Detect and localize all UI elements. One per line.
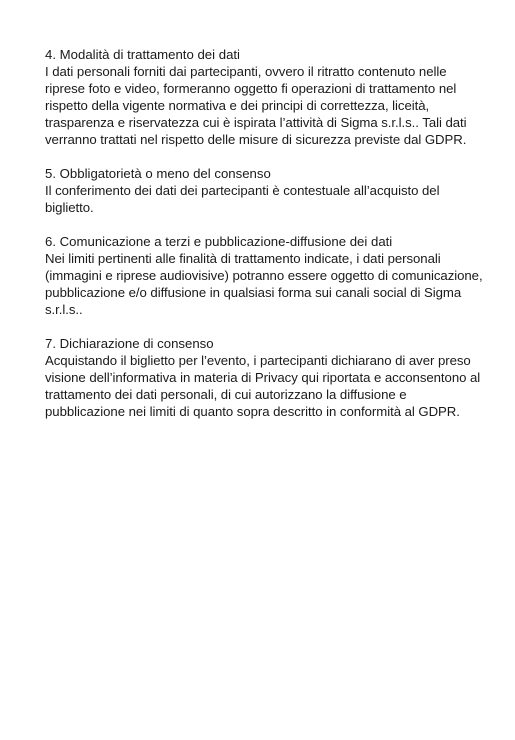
section-modalita-trattamento bbox=[45, 46, 485, 148]
section-comunicazione-terzi bbox=[45, 233, 485, 318]
section-body: Il conferimento dei dati dei partecipanti è contestuale all’acquisto del biglietto. bbox=[45, 183, 440, 215]
section-title: 4. Modalità di trattamento dei dati bbox=[45, 47, 240, 62]
document-content bbox=[45, 46, 485, 437]
section-body: Nei limiti pertinenti alle finalità di trattamento indicate, i dati personali (immagini e riprese audiovisive) potranno essere oggetto di comunicazione, pubblicazione e/o diffusione in qualsiasi forma sui canali social di Sigma s.r.l.s.. bbox=[45, 251, 483, 317]
section-dichiarazione-consenso bbox=[45, 335, 485, 420]
section-obbligatorieta-consenso bbox=[45, 165, 485, 216]
section-title: 5. Obbligatorietà o meno del consenso bbox=[45, 166, 271, 181]
section-body: I dati personali forniti dai partecipanti, ovvero il ritratto contenuto nelle riprese foto e video, formeranno oggetto fi operazioni di trattamento nel rispetto della vigente normativa e dei principi di correttezza, liceità, trasparenza e riservatezza cui è ispirata l’attività di Sigma s.r.l.s.. Tali dati verranno trattati nel rispetto delle misure di sicurezza previste dal GDPR. bbox=[45, 64, 467, 147]
section-title: 7. Dichiarazione di consenso bbox=[45, 336, 214, 351]
section-title: 6. Comunicazione a terzi e pubblicazione-diffusione dei dati bbox=[45, 234, 393, 249]
section-body: Acquistando il biglietto per l’evento, i partecipanti dichiarano di aver preso visione dell’informativa in materia di Privacy qui riportata e acconsentono al trattamento dei dati personali, di cui autorizzano la diffusione e pubblicazione nei limiti di quanto sopra descritto in conformità al GDPR. bbox=[45, 353, 481, 419]
